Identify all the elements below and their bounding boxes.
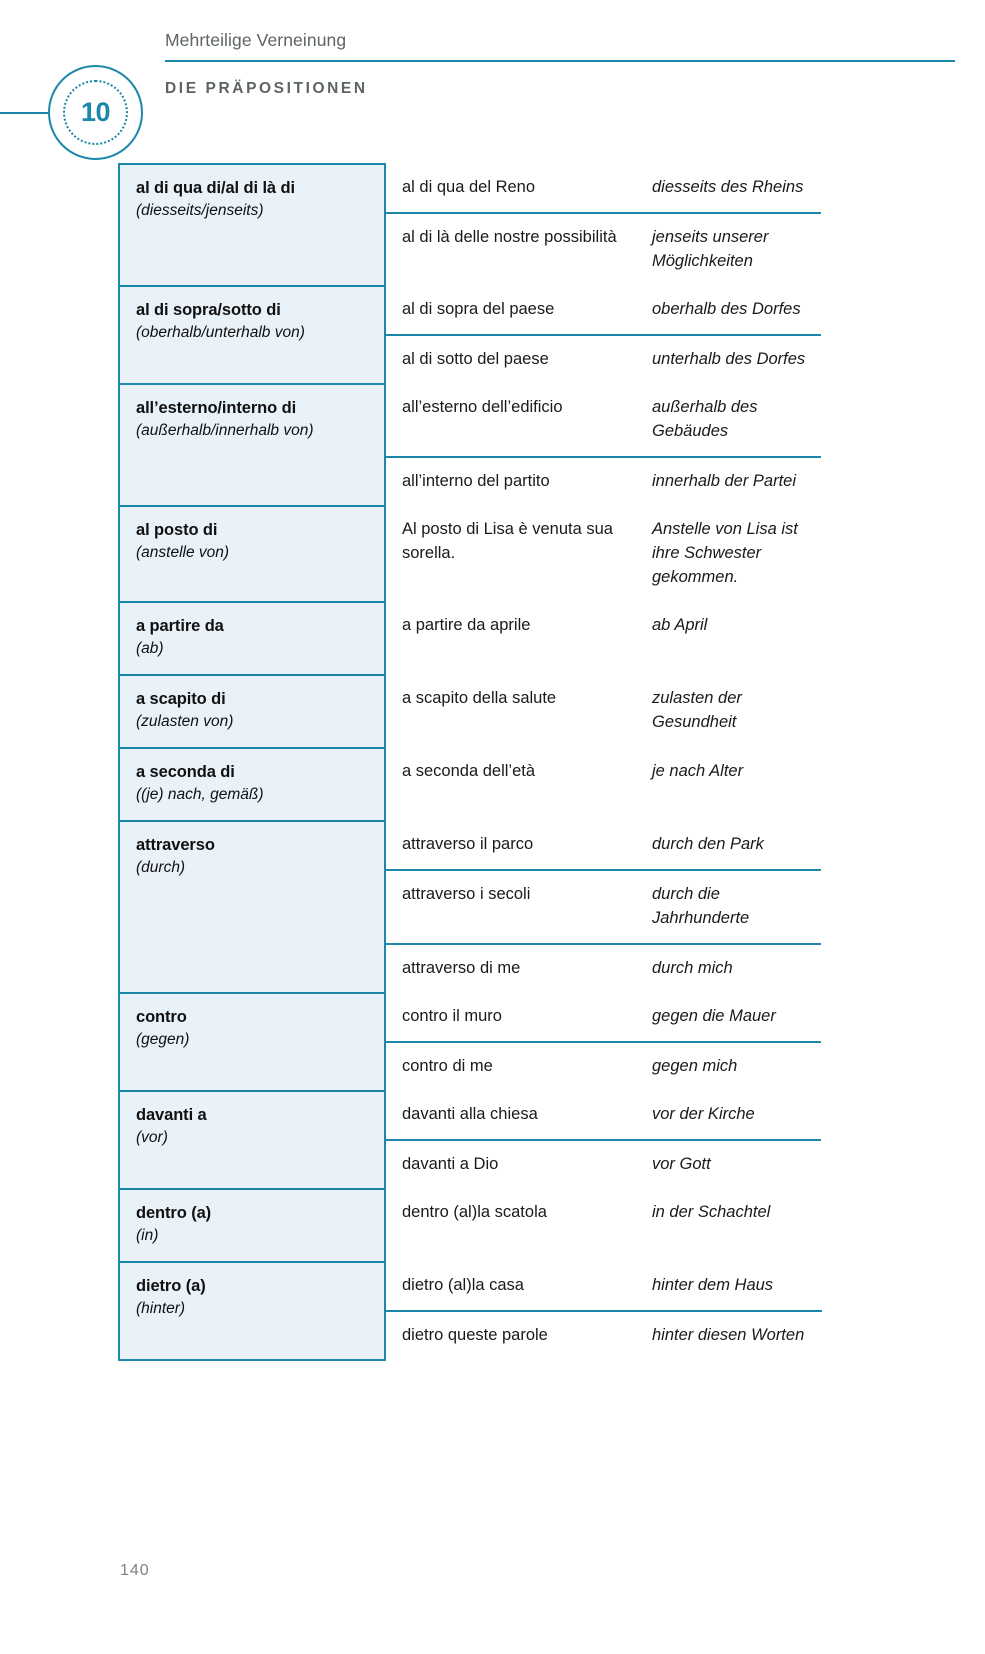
preposition-term-cell <box>119 1091 385 1189</box>
examples-table <box>386 506 821 602</box>
preposition-italian: davanti a <box>136 1106 207 1124</box>
examples-cell <box>385 675 822 748</box>
table-row <box>119 286 822 384</box>
example-italian: a scapito della salute <box>386 675 650 747</box>
example-row <box>386 602 821 650</box>
example-row <box>386 993 821 1042</box>
example-row <box>386 1091 821 1140</box>
example-german: außerhalb des Gebäudes <box>650 384 821 457</box>
examples-cell <box>385 748 822 821</box>
table-row <box>119 1262 822 1360</box>
preposition-italian: all’esterno/interno di <box>136 399 297 417</box>
examples-table <box>386 675 821 747</box>
example-german: gegen die Mauer <box>650 993 821 1042</box>
preposition-term-cell <box>119 602 385 675</box>
preposition-italian: dentro (a) <box>136 1204 212 1222</box>
example-german: hinter diesen Worten <box>650 1311 822 1360</box>
examples-cell <box>385 164 822 286</box>
page-title: Mehrteilige Verneinung <box>165 30 347 50</box>
preposition-german-gloss: (ab) <box>136 640 164 657</box>
example-row <box>386 1311 822 1360</box>
example-german: vor der Kirche <box>650 1091 821 1140</box>
example-italian: contro il muro <box>386 993 650 1042</box>
example-italian: al di sotto del paese <box>386 335 650 384</box>
preposition-german-gloss: (oberhalb/unterhalb von) <box>136 324 305 341</box>
preposition-term-cell <box>119 384 385 506</box>
example-italian: dentro (al)la scatola <box>386 1189 650 1237</box>
example-italian: contro di me <box>386 1042 650 1091</box>
preposition-german-gloss: (durch) <box>136 859 186 876</box>
table-row <box>119 602 822 675</box>
preposition-italian: a seconda di <box>136 763 235 781</box>
examples-cell <box>385 1091 822 1189</box>
example-italian: all’esterno dell’edificio <box>386 384 650 457</box>
example-row <box>386 164 821 213</box>
table-row <box>119 506 822 602</box>
examples-cell <box>385 1262 822 1360</box>
example-row <box>386 506 821 602</box>
preposition-term-cell <box>119 164 385 286</box>
examples-cell <box>385 821 822 993</box>
example-german: innerhalb der Partei <box>650 457 821 506</box>
examples-table <box>386 384 821 506</box>
examples-cell <box>385 602 822 675</box>
examples-table <box>386 286 821 384</box>
examples-cell <box>385 1189 822 1262</box>
example-row <box>386 1262 822 1311</box>
table-row <box>119 993 822 1091</box>
example-row <box>386 944 821 993</box>
page-number: 140 <box>120 1562 150 1579</box>
example-italian: davanti a Dio <box>386 1140 650 1189</box>
examples-table <box>386 1091 821 1189</box>
example-row <box>386 286 821 335</box>
example-italian: davanti alla chiesa <box>386 1091 650 1140</box>
example-italian: dietro queste parole <box>386 1311 650 1360</box>
examples-cell <box>385 384 822 506</box>
example-row <box>386 1189 821 1237</box>
preposition-german-gloss: (in) <box>136 1227 159 1244</box>
example-german: jenseits unserer Möglichkeiten <box>650 213 821 286</box>
prepositions-table <box>118 163 823 1361</box>
preposition-term-cell <box>119 286 385 384</box>
chapter-number: 10 <box>80 97 111 127</box>
preposition-term-cell <box>119 675 385 748</box>
example-row <box>386 1042 821 1091</box>
example-italian: al di là delle nostre possibilità <box>386 213 650 286</box>
table-row <box>119 384 822 506</box>
examples-table <box>386 821 821 993</box>
example-row <box>386 675 821 747</box>
examples-table <box>386 1262 822 1360</box>
example-row <box>386 213 821 286</box>
example-german: zulasten der Gesundheit <box>650 675 821 747</box>
example-german: Anstelle von Lisa ist ihre Schwester gekommen. <box>650 506 821 602</box>
table-row <box>119 1091 822 1189</box>
header-accent-rule <box>0 112 52 114</box>
preposition-german-gloss: ((je) nach, gemäß) <box>136 786 264 803</box>
preposition-italian: a scapito di <box>136 690 226 708</box>
table-row <box>119 675 822 748</box>
examples-table <box>386 748 821 796</box>
examples-table <box>386 164 821 286</box>
example-german: gegen mich <box>650 1042 821 1091</box>
preposition-german-gloss: (zulasten von) <box>136 713 234 730</box>
preposition-italian: contro <box>136 1008 187 1026</box>
page-subtitle: DIE PRÄPOSITIONEN <box>165 80 368 97</box>
example-german: ab April <box>650 602 821 650</box>
example-german: je nach Alter <box>650 748 821 796</box>
preposition-term-cell <box>119 993 385 1091</box>
preposition-italian: al posto di <box>136 521 218 539</box>
example-row <box>386 457 821 506</box>
example-italian: a partire da aprile <box>386 602 650 650</box>
preposition-italian: al di sopra/sotto di <box>136 301 281 319</box>
examples-table <box>386 602 821 650</box>
example-german: durch die Jahrhunderte <box>650 870 821 944</box>
prepositions-table-wrapper <box>118 163 823 1361</box>
example-german: durch mich <box>650 944 821 993</box>
example-row <box>386 1140 821 1189</box>
preposition-german-gloss: (gegen) <box>136 1031 190 1048</box>
table-row <box>119 821 822 993</box>
preposition-term-cell <box>119 821 385 993</box>
example-italian: dietro (al)la casa <box>386 1262 650 1311</box>
example-italian: attraverso i secoli <box>386 870 650 944</box>
examples-table <box>386 1189 821 1237</box>
example-row <box>386 384 821 457</box>
preposition-italian: dietro (a) <box>136 1277 206 1295</box>
example-german: vor Gott <box>650 1140 821 1189</box>
examples-table <box>386 993 821 1091</box>
preposition-german-gloss: (vor) <box>136 1129 168 1146</box>
example-german: diesseits des Rheins <box>650 164 821 213</box>
preposition-german-gloss: (außerhalb/innerhalb von) <box>136 422 314 439</box>
preposition-term-cell <box>119 1262 385 1360</box>
preposition-italian: al di qua di/al di là di <box>136 179 295 197</box>
example-italian: a seconda dell’età <box>386 748 650 796</box>
examples-cell <box>385 286 822 384</box>
header-text-block <box>165 28 865 98</box>
example-row <box>386 821 821 870</box>
table-row <box>119 164 822 286</box>
preposition-term-cell <box>119 748 385 821</box>
prepositions-table-body <box>119 164 822 1360</box>
example-italian: Al posto di Lisa è venuta sua sorella. <box>386 506 650 602</box>
examples-cell <box>385 993 822 1091</box>
preposition-german-gloss: (diesseits/jenseits) <box>136 202 264 219</box>
example-row <box>386 870 821 944</box>
example-italian: attraverso di me <box>386 944 650 993</box>
example-row <box>386 335 821 384</box>
example-italian: all’interno del partito <box>386 457 650 506</box>
example-italian: attraverso il parco <box>386 821 650 870</box>
preposition-german-gloss: (hinter) <box>136 1300 186 1317</box>
preposition-german-gloss: (anstelle von) <box>136 544 230 561</box>
table-row <box>119 1189 822 1262</box>
chapter-badge <box>48 65 143 160</box>
examples-cell <box>385 506 822 602</box>
preposition-term-cell <box>119 506 385 602</box>
table-row <box>119 748 822 821</box>
preposition-term-cell <box>119 1189 385 1262</box>
example-italian: al di sopra del paese <box>386 286 650 335</box>
example-italian: al di qua del Reno <box>386 164 650 213</box>
example-german: oberhalb des Dorfes <box>650 286 821 335</box>
preposition-italian: a partire da <box>136 617 224 635</box>
example-german: durch den Park <box>650 821 821 870</box>
running-head <box>0 28 985 140</box>
example-german: in der Schachtel <box>650 1189 821 1237</box>
example-german: unterhalb des Dorfes <box>650 335 821 384</box>
example-row <box>386 748 821 796</box>
preposition-italian: attraverso <box>136 836 215 854</box>
example-german: hinter dem Haus <box>650 1262 822 1311</box>
